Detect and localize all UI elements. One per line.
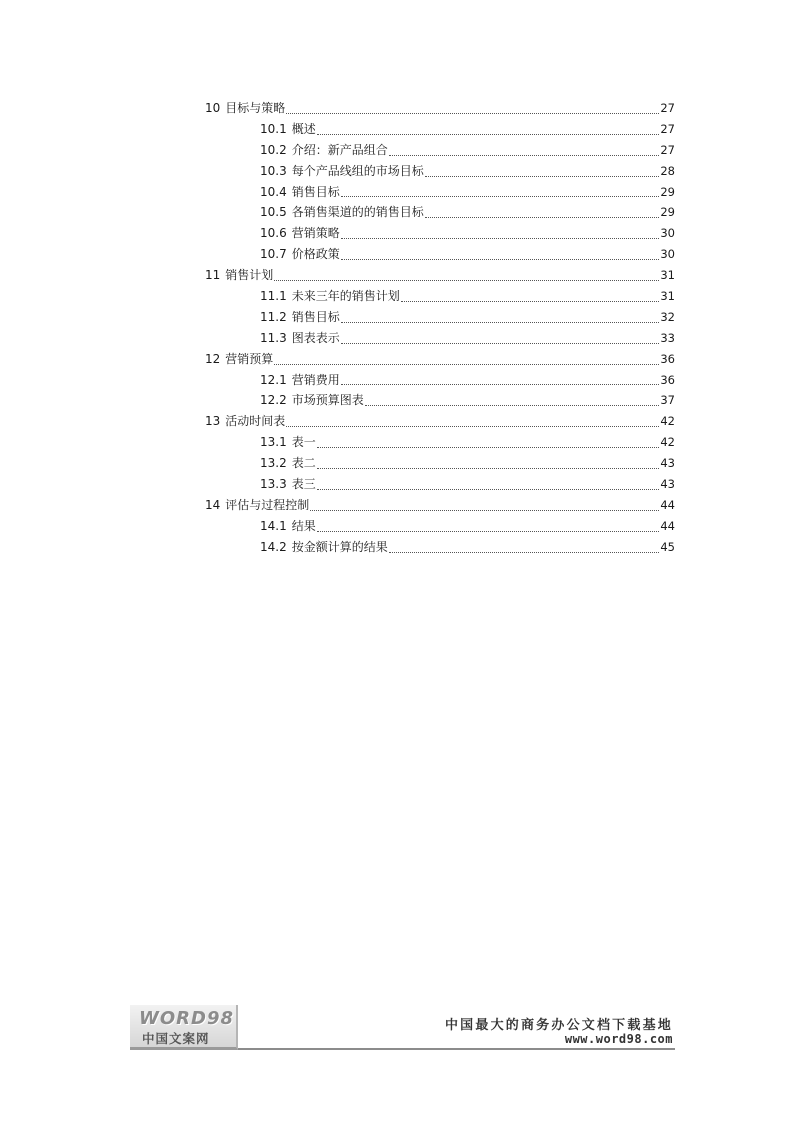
page-footer bbox=[130, 1005, 675, 1053]
toc-entry-page-number: 30 bbox=[660, 226, 675, 241]
toc-entry-number: 10.7 bbox=[260, 247, 287, 262]
toc-entry-label bbox=[260, 161, 424, 182]
footer-slogan: 中国最大的商务办公文档下载基地 bbox=[444, 1018, 673, 1033]
toc-dot-leader bbox=[341, 343, 660, 344]
toc-entry[interactable] bbox=[205, 516, 675, 537]
toc-entry-number: 10.4 bbox=[260, 184, 287, 199]
toc-entry-label bbox=[205, 349, 273, 370]
toc-entry[interactable] bbox=[205, 182, 675, 203]
toc-entry-label bbox=[205, 265, 273, 286]
toc-entry[interactable] bbox=[205, 370, 675, 391]
toc-entry-number: 14.1 bbox=[260, 518, 287, 533]
toc-dot-leader bbox=[341, 259, 660, 260]
toc-entry[interactable] bbox=[205, 411, 675, 432]
toc-entry-label bbox=[260, 432, 316, 453]
toc-entry-label bbox=[205, 495, 309, 516]
toc-entry-page-number: 27 bbox=[660, 100, 675, 115]
toc-entry-title: 评估与过程控制 bbox=[225, 497, 310, 512]
toc-dot-leader bbox=[317, 489, 660, 490]
toc-entry-page-number: 32 bbox=[660, 309, 675, 324]
toc-dot-leader bbox=[341, 196, 660, 197]
toc-entry-number: 12 bbox=[205, 351, 221, 366]
toc-entry-page-number: 42 bbox=[660, 435, 675, 450]
toc-entry-label bbox=[260, 119, 316, 140]
toc-entry[interactable] bbox=[205, 474, 675, 495]
toc-entry-number: 12.2 bbox=[260, 393, 287, 408]
toc-entry-title: 营销费用 bbox=[291, 372, 340, 387]
toc-dot-leader bbox=[341, 322, 660, 323]
toc-dot-leader bbox=[425, 176, 660, 177]
toc-dot-leader bbox=[274, 280, 659, 281]
toc-entry[interactable] bbox=[205, 244, 675, 265]
toc-entry-label bbox=[260, 286, 400, 307]
toc-entry-number: 11.2 bbox=[260, 309, 287, 324]
toc-entry-label bbox=[260, 244, 340, 265]
logo-wordmark: WORD98 bbox=[139, 1008, 235, 1029]
toc-dot-leader bbox=[365, 405, 660, 406]
toc-entry-page-number: 44 bbox=[660, 497, 675, 512]
toc-entry-page-number: 28 bbox=[660, 163, 675, 178]
toc-entry-title: 按金额计算的结果 bbox=[291, 539, 388, 554]
toc-entry-title: 未来三年的销售计划 bbox=[291, 289, 400, 303]
toc-entry[interactable] bbox=[205, 119, 675, 140]
toc-entry-label bbox=[260, 453, 316, 474]
logo-subtitle: 中国文案网 bbox=[142, 1031, 210, 1046]
toc-entry-number: 14.2 bbox=[260, 539, 287, 554]
toc-entry-page-number: 36 bbox=[660, 372, 675, 387]
toc-entry-label bbox=[205, 411, 285, 432]
toc-entry[interactable] bbox=[205, 286, 675, 307]
toc-entry-label bbox=[260, 537, 388, 558]
toc-entry-title: 图表表示 bbox=[291, 330, 340, 345]
toc-entry-number: 10.6 bbox=[260, 226, 287, 241]
toc-entry-label bbox=[260, 307, 340, 328]
toc-entry-page-number: 37 bbox=[660, 393, 675, 408]
toc-entry-title: 结果 bbox=[291, 518, 316, 533]
toc-entry-title: 介绍：新产品组合 bbox=[291, 142, 388, 157]
toc-entry-label bbox=[260, 223, 340, 244]
toc-entry-label bbox=[260, 182, 340, 203]
toc-entry-title: 销售目标 bbox=[291, 184, 340, 199]
toc-dot-leader bbox=[286, 113, 659, 114]
toc-entry[interactable] bbox=[205, 495, 675, 516]
toc-dot-leader bbox=[274, 364, 659, 365]
toc-entry-label bbox=[260, 516, 316, 537]
toc-dot-leader bbox=[401, 301, 660, 302]
toc-entry-page-number: 30 bbox=[660, 247, 675, 262]
toc-entry-label bbox=[260, 202, 424, 223]
toc-entry[interactable] bbox=[205, 223, 675, 244]
toc-entry-title: 营销策略 bbox=[291, 226, 340, 241]
toc-entry-page-number: 43 bbox=[660, 477, 675, 492]
toc-entry-page-number: 27 bbox=[660, 142, 675, 157]
toc-entry-page-number: 45 bbox=[660, 539, 675, 554]
toc-entry-title: 活动时间表 bbox=[225, 414, 286, 429]
toc-entry-page-number: 36 bbox=[660, 351, 675, 366]
toc-entry-page-number: 42 bbox=[660, 414, 675, 429]
toc-entry-title: 目标与策略 bbox=[225, 100, 286, 115]
toc-entry-page-number: 31 bbox=[660, 289, 675, 303]
toc-entry[interactable] bbox=[205, 307, 675, 328]
toc-entry-number: 11.3 bbox=[260, 330, 287, 345]
toc-entry[interactable] bbox=[205, 453, 675, 474]
toc-dot-leader bbox=[341, 238, 660, 239]
toc-dot-leader bbox=[317, 134, 660, 135]
toc-entry[interactable] bbox=[205, 349, 675, 370]
toc-entry[interactable] bbox=[205, 537, 675, 558]
toc-dot-leader bbox=[286, 426, 659, 427]
toc-entry-number: 13.1 bbox=[260, 435, 287, 450]
toc-entry-page-number: 27 bbox=[660, 121, 675, 136]
toc-entry[interactable] bbox=[205, 328, 675, 349]
toc-entry-label bbox=[205, 98, 285, 119]
toc-dot-leader bbox=[425, 217, 660, 218]
toc-entry-title: 销售目标 bbox=[291, 309, 340, 324]
toc-entry-page-number: 43 bbox=[660, 456, 675, 471]
toc-entry-number: 11.1 bbox=[260, 289, 287, 303]
toc-entry-number: 13 bbox=[205, 414, 221, 429]
toc-entry-number: 10.5 bbox=[260, 205, 287, 220]
toc-entry-number: 14 bbox=[205, 497, 221, 512]
toc-dot-leader bbox=[389, 552, 660, 553]
toc-dot-leader bbox=[389, 155, 660, 156]
toc-entry-title: 价格政策 bbox=[291, 247, 340, 262]
toc-entry-number: 13.3 bbox=[260, 477, 287, 492]
toc-entry[interactable] bbox=[205, 265, 675, 286]
toc-entry[interactable] bbox=[205, 202, 675, 223]
toc-dot-leader bbox=[317, 468, 660, 469]
toc-entry-number: 10.1 bbox=[260, 121, 287, 136]
toc-entry-title: 表一 bbox=[291, 435, 316, 450]
toc-dot-leader bbox=[317, 447, 660, 448]
site-logo[interactable] bbox=[130, 1005, 238, 1050]
toc-entry[interactable] bbox=[205, 140, 675, 161]
toc-entry-page-number: 44 bbox=[660, 518, 675, 533]
toc-entry-title: 市场预算图表 bbox=[291, 393, 364, 408]
toc-dot-leader bbox=[310, 510, 659, 511]
toc-entry-number: 10 bbox=[205, 100, 221, 115]
toc-entry-number: 11 bbox=[205, 268, 221, 283]
toc-entry-number: 12.1 bbox=[260, 372, 287, 387]
toc-entry-label bbox=[260, 474, 316, 495]
toc-entry-page-number: 31 bbox=[660, 268, 675, 283]
toc-entry-label bbox=[260, 328, 340, 349]
toc-entry-page-number: 33 bbox=[660, 330, 675, 345]
toc-entry-title: 销售计划 bbox=[225, 268, 274, 283]
toc-entry-label bbox=[260, 390, 364, 411]
footer-divider bbox=[238, 1048, 675, 1050]
table-of-contents bbox=[205, 98, 675, 558]
toc-entry-title: 表三 bbox=[291, 477, 316, 492]
toc-entry-number: 13.2 bbox=[260, 456, 287, 471]
toc-entry[interactable] bbox=[205, 390, 675, 411]
toc-entry-number: 10.3 bbox=[260, 163, 287, 178]
toc-entry-label bbox=[260, 140, 388, 161]
toc-entry-title: 营销预算 bbox=[225, 351, 274, 366]
toc-entry[interactable] bbox=[205, 161, 675, 182]
toc-entry-page-number: 29 bbox=[660, 205, 675, 220]
toc-dot-leader bbox=[317, 531, 660, 532]
toc-entry-title: 表二 bbox=[291, 456, 316, 471]
toc-entry[interactable] bbox=[205, 98, 675, 119]
toc-entry[interactable] bbox=[205, 432, 675, 453]
toc-entry-page-number: 29 bbox=[660, 184, 675, 199]
toc-entry-title: 每个产品线组的市场目标 bbox=[291, 163, 424, 178]
toc-entry-title: 各销售渠道的的销售目标 bbox=[291, 205, 424, 220]
toc-entry-label bbox=[260, 370, 340, 391]
toc-dot-leader bbox=[341, 384, 660, 385]
footer-site-link[interactable]: www.word98.com bbox=[564, 1032, 673, 1046]
toc-entry-number: 10.2 bbox=[260, 142, 287, 157]
toc-entry-title: 概述 bbox=[291, 121, 316, 136]
